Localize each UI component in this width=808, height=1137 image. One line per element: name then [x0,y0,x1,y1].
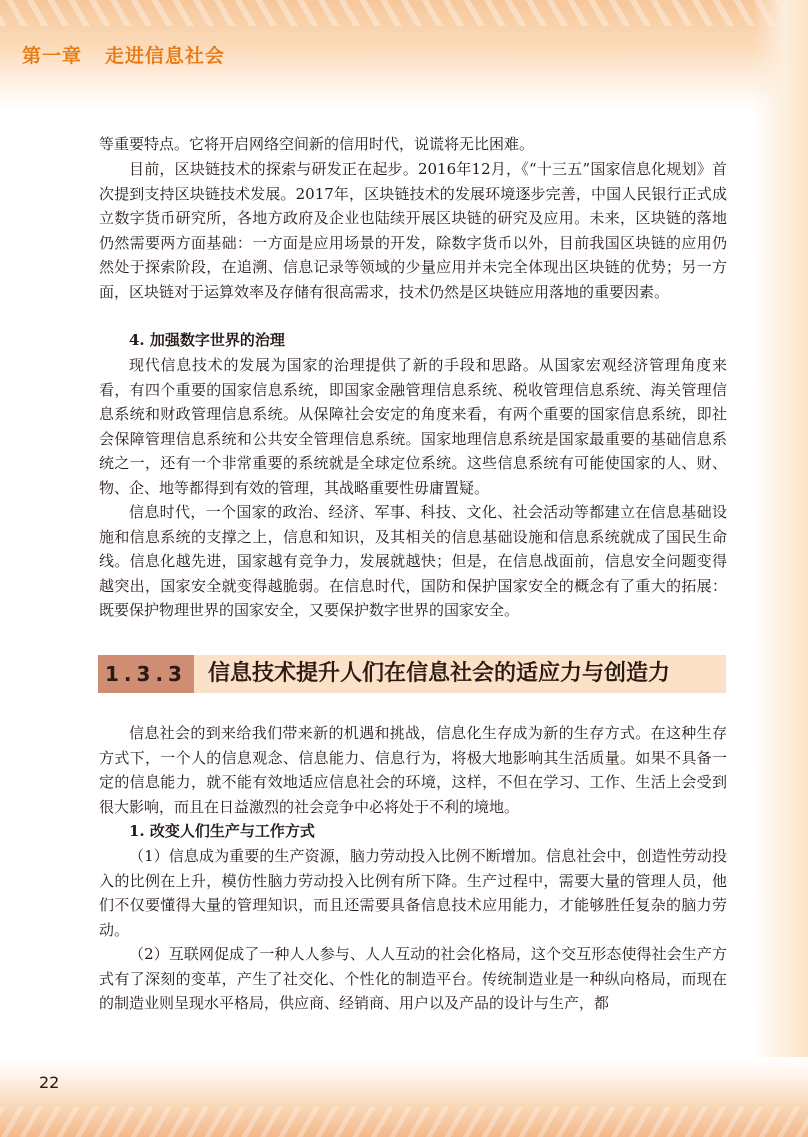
paragraph-item-1: （1）信息成为重要的生产资源，脑力劳动投入比例不断增加。信息社会中，创造性劳动投入的比例在上升，模仿性脑力劳动投入比例有所下降。生产过程中，需要大量的管理人员，他们不仅要懂得大量的管理知识，而且还需要具备信息技术应用能力，才能够胜任复杂的脑力劳动。 [99,847,727,939]
subheading-digital-governance: 4. 加强数字世界的治理 [129,331,285,349]
paragraph-blockchain: 目前，区块链技术的探索与研发正在起步。2016年12月，《“十三五”国家信息化规划》首次提到支持区块链技术发展。2017年，区块链技术的发展环境逐步完善，中国人民银行正式成立数字货币研究所，各地方政府及企业也陆续开展区块链的研究及应用。未来，区块链的落地仍然需要两方面基础：一方面是应用场景的开发，除数字货币以外，目前我国区块链的应用仍然处于探索阶段，在追溯、信息记录等领域的少量应用并未完全体现出区块链的优势；另一方面，区块链对于运算效率及存储有很高需求，技术仍然是区块链应用落地的重要因素。 [99,160,727,301]
right-edge-decoration [752,0,808,1137]
paragraph-item-2: （2）互联网促成了一种人人参与、人人互动的社会化格局，这个交互形态使得社会生产方式有了深刻的变革，产生了社交化、个性化的制造平台。传统制造业是一种纵向格局，而现在的制造业则呈现水平格局，供应商、经销商、用户以及产品的设计与生产，都 [99,945,727,1012]
paragraph-continuation: 等重要特点。它将开启网络空间新的信用时代，说谎将无比困难。 [99,135,535,153]
paragraph-section-intro: 信息社会的到来给我们带来新的机遇和挑战，信息化生存成为新的生存方式。在这种生存方式下，一个人的信息观念、信息能力、信息行为，将极大地影响其生活质量。如果不具备一定的信息能力，就不能有效地适应信息社会的环境，这样，不但在学习、工作、生活上会受到很大影响，而且在日益激烈的社会竞争中必将处于不利的境地。 [99,724,727,816]
chapter-title: 第一章 走进信息社会 [22,45,225,67]
section-heading-bar [98,655,726,693]
section-title: 信息技术提升人们在信息社会的适应力与创造力 [208,661,671,686]
section-number: 1.3.3 [98,655,194,693]
paragraph-governance: 现代信息技术的发展为国家的治理提供了新的手段和思路。从国家宏观经济管理角度来看，有四个重要的国家信息系统，即国家金融管理信息系统、税收管理信息系统、海关管理信息系统和财政管理信息系统。从保障社会安定的角度来看，有两个重要的国家信息系统，即社会保障管理信息系统和公共安全管理信息系统。国家地理信息系统是国家最重要的基础信息系统之一，还有一个非常重要的系统就是全球定位系统。这些信息系统有可能使国家的人、财、物、企、地等都得到有效的管理，其战略重要性毋庸置疑。 [99,356,727,497]
page-number: 22 [39,1073,60,1092]
subheading-work-methods: 1. 改变人们生产与工作方式 [129,822,315,840]
paragraph-information-age: 信息时代，一个国家的政治、经济、军事、科技、文化、社会活动等都建立在信息基础设施和信息系统的支撑之上，信息和知识，及其相关的信息基础设施和信息系统就成了国民生命线。信息化越先进，国家越有竞争力，发展就越快；但是，在信息战面前，信息安全问题变得越突出，国家安全就变得越脆弱。在信息时代，国防和保护国家安全的概念有了重大的拓展：既要保护物理世界的国家安全，又要保护数字世界的国家安全。 [99,503,727,619]
footer-band [0,1057,808,1137]
